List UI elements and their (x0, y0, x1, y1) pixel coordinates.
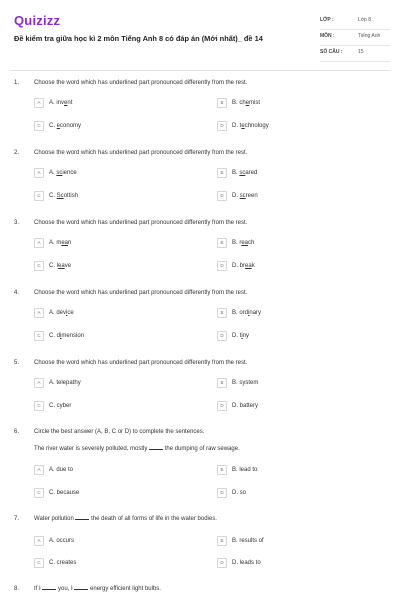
option-text: C. Scottish (49, 192, 79, 199)
option-text: B. chemist (232, 99, 261, 106)
option-text: D. so (232, 489, 247, 496)
question-number: 8. (14, 586, 20, 592)
option-letter-box: C (34, 261, 44, 271)
question-text: Choose the word which has underlined part pronounced differently from the rest. (34, 290, 248, 296)
option-letter-box: C (34, 488, 44, 498)
meta-value: 15 (358, 49, 364, 55)
option-letter-box: C (34, 191, 44, 201)
worksheet-header (0, 0, 400, 68)
question-number: 7. (14, 516, 20, 522)
option-letter-box: A (34, 98, 44, 108)
option-text: B. results of (232, 537, 264, 544)
meta-row-question-count (320, 46, 390, 62)
option-letter-box: A (34, 238, 44, 248)
question-number: 2. (14, 150, 20, 156)
question-number: 4. (14, 290, 20, 296)
option-text: C. leave (49, 262, 72, 269)
option-letter-box: A (34, 168, 44, 178)
option-text: A. occurs (49, 537, 75, 544)
option-text: D. technology (232, 122, 269, 129)
question-text: Circle the best answer (A, B, C or D) to complete the sentences. (34, 429, 205, 435)
option-letter-box: C (34, 331, 44, 341)
worksheet-meta (320, 14, 390, 62)
option-text: B. system (232, 379, 259, 386)
worksheet-title: Đề kiểm tra giữa học kì 2 môn Tiếng Anh 8 có đáp án (Mới nhất)_ đề 14 (14, 34, 263, 43)
option-letter-box: B (217, 98, 227, 108)
option-letter-box: B (217, 308, 227, 318)
option-text: C. cyber (49, 402, 72, 409)
question-text: Choose the word which has underlined part pronounced differently from the rest. (34, 150, 248, 156)
option-letter-box: D (217, 191, 227, 201)
option-letter-box: A (34, 536, 44, 546)
option-text: A. device (49, 309, 74, 316)
option-text: D. break (232, 262, 255, 269)
meta-value: Tiếng Anh (358, 33, 381, 39)
option-letter-box: D (217, 331, 227, 341)
option-text: C. dimension (49, 332, 85, 339)
option-letter-box: D (217, 401, 227, 411)
option-text: C. creates (49, 559, 77, 566)
option-text: D. leads to (232, 559, 261, 566)
option-letter-box: C (34, 121, 44, 131)
option-text: D. battery (232, 402, 259, 409)
question-sentence: The river water is severely polluted, mostly the dumping of raw sewage. (34, 446, 240, 452)
meta-value: Lớp 8 (358, 17, 372, 23)
answer-blank (42, 589, 56, 590)
question-number: 6. (14, 429, 20, 435)
meta-row-subject (320, 30, 390, 46)
meta-label: LỚP : (320, 17, 334, 23)
option-letter-box: B (217, 168, 227, 178)
option-letter-box: C (34, 401, 44, 411)
option-letter-box: A (34, 378, 44, 388)
question-text: Choose the word which has underlined part pronounced differently from the rest. (34, 80, 248, 86)
question-text: If I you, I energy efficient light bulbs. (34, 586, 161, 592)
option-letter-box: B (217, 465, 227, 475)
question-number: 3. (14, 220, 20, 226)
header-divider (10, 70, 390, 71)
option-letter-box: D (217, 558, 227, 568)
option-letter-box: D (217, 261, 227, 271)
option-text: B. lead to (232, 466, 258, 473)
question-number: 5. (14, 360, 20, 366)
option-text: B. scared (232, 169, 258, 176)
option-text: D. screen (232, 192, 258, 199)
meta-label: MÔN : (320, 33, 335, 39)
option-text: B. reach (232, 239, 255, 246)
meta-label: SỐ CÂU : (320, 49, 343, 55)
option-text: A. telepathy (49, 379, 81, 386)
option-letter-box: B (217, 238, 227, 248)
option-text: A. invent (49, 99, 73, 106)
answer-blank (75, 519, 89, 520)
option-letter-box: B (217, 378, 227, 388)
answer-blank (74, 589, 88, 590)
option-letter-box: A (34, 308, 44, 318)
option-text: C. because (49, 489, 80, 496)
quizizz-logo: Quizizz (14, 13, 61, 28)
option-text: C. economy (49, 122, 82, 129)
answer-blank (149, 449, 163, 450)
option-letter-box: D (217, 121, 227, 131)
option-text: A. due to (49, 466, 74, 473)
option-letter-box: A (34, 465, 44, 475)
option-letter-box: B (217, 536, 227, 546)
option-text: B. ordinary (232, 309, 262, 316)
option-text: D. tiny (232, 332, 250, 339)
question-number: 1. (14, 80, 20, 86)
question-text: Choose the word which has underlined part pronounced differently from the rest. (34, 360, 248, 366)
option-letter-box: C (34, 558, 44, 568)
question-text: Choose the word which has underlined part pronounced differently from the rest. (34, 220, 248, 226)
option-text: A. science (49, 169, 77, 176)
option-text: A. mean (49, 239, 72, 246)
question-text: Water pollution the death of all forms of life in the water bodies. (34, 516, 217, 522)
option-letter-box: D (217, 488, 227, 498)
meta-row-grade (320, 14, 390, 30)
